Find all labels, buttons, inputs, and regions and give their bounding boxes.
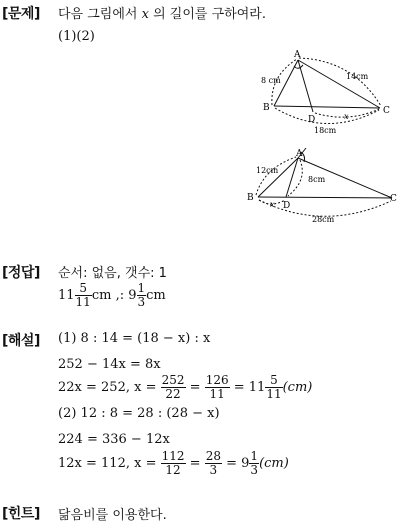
fig1-len-bc: 18cm	[314, 126, 337, 135]
fig1-side-bc	[274, 106, 380, 108]
hint-tag: [힌트]	[2, 506, 40, 522]
fig2-label-a: A	[296, 149, 303, 159]
fig2-arc-ab	[256, 157, 296, 195]
solution-tag: [해설]	[2, 333, 40, 349]
solution-line-5: 224 = 336 − 12x	[58, 432, 170, 447]
fig2-len-x: x	[270, 200, 275, 209]
answer-values	[58, 282, 166, 309]
solution-line-1: (1) 8 : 14 = (18 − x) : x	[58, 331, 211, 346]
answer-1-unit: cm ,:	[91, 288, 125, 303]
fig2-len-bc: 28cm	[312, 215, 335, 224]
fig1-len-x: x	[344, 112, 349, 121]
answer-1-fraction: $\frac{5}{11}$	[75, 281, 91, 309]
fig1-len-ac: 14cm	[346, 72, 369, 81]
answer-2-unit: cm	[146, 288, 166, 303]
hint-text: 닮음비를 이용한다.	[58, 508, 167, 523]
answer-2-whole: 9	[128, 288, 137, 303]
problem-text: 다음 그림에서	[58, 7, 142, 22]
solution-line-4: (2) 12 : 8 = 28 : (28 − x)	[58, 406, 220, 421]
solution-line-2: 252 − 14x = 8x	[58, 357, 161, 372]
fig1-label-a: A	[294, 50, 301, 60]
problem-statement	[58, 3, 266, 22]
fig1-label-d: D	[308, 115, 316, 125]
fig1-label-b: B	[263, 103, 270, 113]
fig1-arc-ac	[299, 58, 381, 106]
fig2-len-ab: 12cm	[256, 166, 279, 175]
figure-1-diagram	[258, 46, 398, 138]
problem-parts: (1)(2)	[58, 29, 95, 44]
fig2-label-c: C	[390, 194, 397, 204]
problem-text-end: 의 길이를 구하여라.	[148, 7, 266, 22]
figure-2-diagram	[246, 144, 398, 228]
fig2-label-d: D	[283, 201, 291, 211]
fig1-len-ab: 8 cm	[261, 76, 281, 85]
solution-line-6: 12x = 112, x = $\frac{112}{12}$ = $\frac{28}{3}$ = 9 $\frac{1}{3}$ (cm)	[58, 449, 289, 477]
fig2-label-b: B	[247, 193, 254, 203]
answer-order-line: 순서: 없음, 갯수: 1	[58, 266, 167, 281]
answer-1-whole: 11	[58, 288, 75, 303]
answer-tag: [정답]	[2, 265, 40, 281]
fig2-len-ad: 8cm	[308, 175, 326, 184]
fig1-label-c: C	[383, 106, 390, 116]
answer-2-fraction: $\frac{1}{3}$	[137, 281, 146, 309]
problem-variable: x	[141, 7, 149, 22]
problem-tag: [문제]	[2, 6, 40, 22]
fig2-side-bc	[258, 197, 392, 198]
solution-line-3: 22x = 252, x = $\frac{252}{22}$ = $\frac{126}{11}$ = 11 $\frac{5}{11}$ (cm)	[58, 373, 313, 401]
